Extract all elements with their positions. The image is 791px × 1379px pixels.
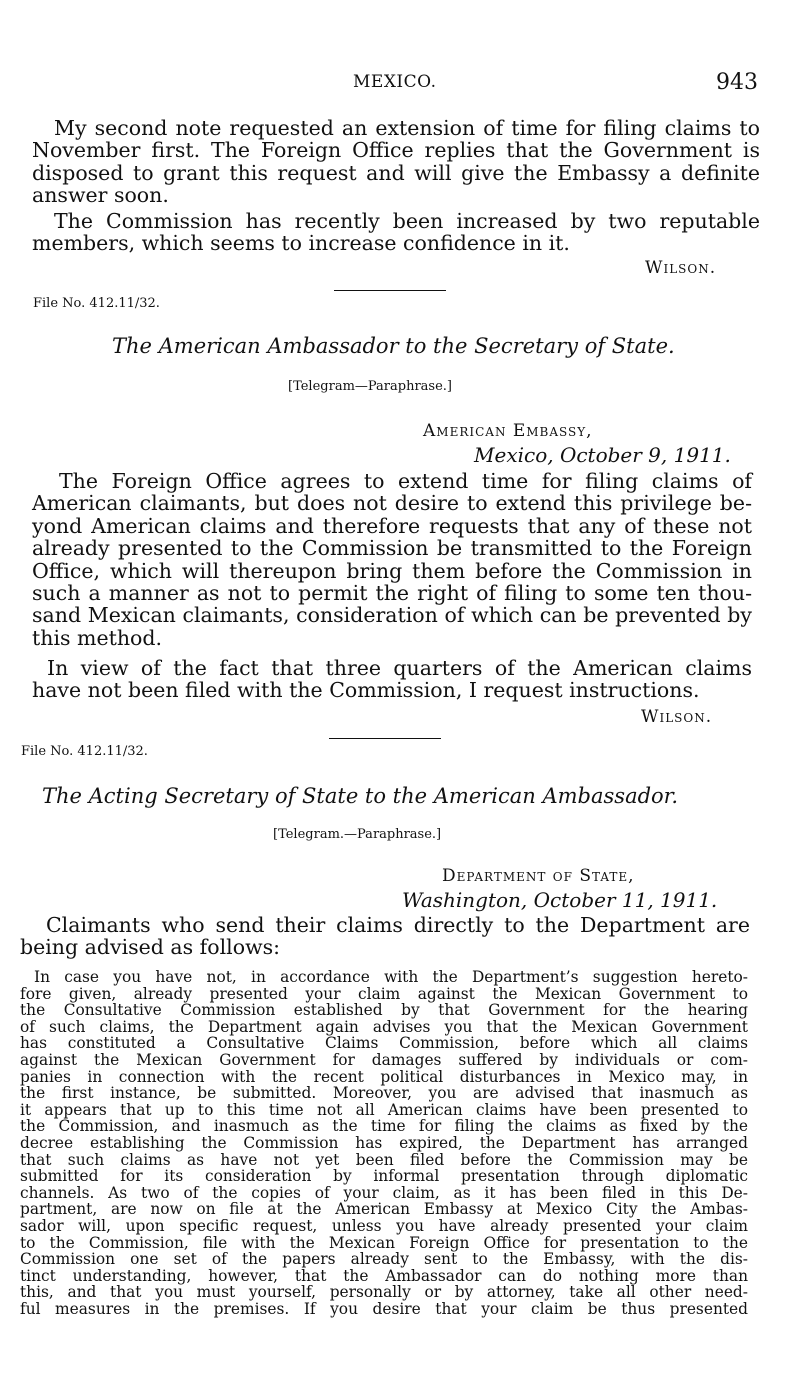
- text-line: ful measures in the premises. If you desire that your claim be thus presented: [20, 1299, 748, 1318]
- text-line: Claimants who send their claims directly to the Department are: [46, 913, 750, 937]
- text-line: sand Mexican claimants, consideration of which can be prevented by: [32, 603, 752, 628]
- text-line: partment, are now on file at the American Embassy at Mexico City the Ambas-: [20, 1200, 748, 1219]
- text-line: to the Commission, file with the Mexican Foreign Office for presentation to the: [20, 1233, 748, 1252]
- text-line: submitted for its consideration by informal presentation through diplomatic: [20, 1167, 748, 1186]
- text-line: against the Mexican Government for damages suffered by individuals or com-: [20, 1050, 748, 1069]
- text-line: being advised as follows:: [20, 935, 281, 960]
- doc2-paragraph-1: [32, 470, 752, 649]
- text-line: decree establishing the Commission has expired, the Department has arranged: [20, 1133, 748, 1152]
- doc3-intro: [20, 914, 750, 959]
- running-head: MEXICO.: [353, 72, 437, 92]
- doc3-place: Department of State,: [442, 866, 635, 886]
- text-line: My second note requested an extension of time for filing claims to: [54, 116, 760, 140]
- doc1-paragraph-1: [32, 117, 760, 207]
- text-line: November first. The Foreign Office replies that the Government is: [32, 138, 760, 163]
- text-line: The Commission has recently been increased by two reputable: [54, 209, 760, 233]
- text-line: fore given, already presented your claim against the Mexican Government to: [20, 984, 748, 1003]
- text-line: members, which seems to increase confidence in it.: [32, 231, 570, 256]
- text-line: this, and that you must yourself, personally or by attorney, take all other need-: [20, 1283, 748, 1302]
- text-line: has constituted a Consultative Claims Commission, before which all claims: [20, 1034, 748, 1053]
- doc2-heading: The American Ambassador to the Secretary of State.: [112, 334, 675, 358]
- doc3-heading: The Acting Secretary of State to the American Ambassador.: [42, 784, 679, 808]
- text-line: Commission one set of the papers already sent to the Embassy, with the dis-: [20, 1250, 748, 1269]
- text-line: In view of the fact that three quarters of the American claims: [47, 656, 752, 680]
- doc2-paragraph-2: [32, 657, 752, 702]
- text-line: of such claims, the Department again advises you that the Mexican Government: [20, 1017, 748, 1036]
- divider-rule: [334, 290, 446, 291]
- text-line: that such claims as have not yet been filed before the Commission may be: [20, 1150, 748, 1169]
- doc3-telegram-note: [Telegram.—Paraphrase.]: [273, 827, 442, 842]
- text-line: such a manner as not to permit the right of filing to some ten thou-: [32, 581, 752, 606]
- text-line: tinct understanding, however, that the Ambassador can do nothing more than: [20, 1266, 748, 1285]
- text-line: sador will, upon specific request, unless you have already presented your claim: [20, 1216, 748, 1235]
- text-line: panies in connection with the recent political disturbances in Mexico may, in: [20, 1067, 748, 1086]
- text-line: this method.: [32, 625, 163, 650]
- divider-rule: [329, 738, 441, 739]
- doc2-place: American Embassy,: [423, 421, 593, 441]
- doc3-quoted-advice: [20, 969, 748, 1317]
- text-line: yond American claims and therefore requests that any of these not: [32, 513, 752, 538]
- doc3-file-number: File No. 412.11/32.: [21, 744, 148, 759]
- text-line: disposed to grant this request and will give the Embassy a definite: [32, 160, 760, 185]
- text-line: Office, which will thereupon bring them before the Commission in: [32, 558, 752, 583]
- text-line: it appears that up to this time not all American claims have been presented to: [20, 1100, 748, 1119]
- doc2-file-number: File No. 412.11/32.: [33, 296, 160, 311]
- text-line: the Consultative Commission established by that Government for the hearing: [20, 1001, 748, 1020]
- text-line: have not been filed with the Commission, I request instructions.: [32, 678, 700, 703]
- text-line: channels. As two of the copies of your claim, as it has been filed in this De-: [20, 1183, 748, 1202]
- doc2-date: Mexico, October 9, 1911.: [474, 443, 731, 467]
- text-line: The Foreign Office agrees to extend time for filing claims of: [59, 469, 752, 493]
- text-line: American claimants, but does not desire to extend this privilege be-: [32, 491, 752, 516]
- text-line: the Commission, and inasmuch as the time for filing the claims as fixed by the: [20, 1117, 748, 1136]
- text-line: answer soon.: [32, 183, 169, 208]
- doc2-signature: Wilson.: [641, 707, 713, 727]
- page-number: 943: [716, 70, 758, 95]
- doc2-telegram-note: [Telegram—Paraphrase.]: [288, 379, 452, 394]
- doc3-date: Washington, October 11, 1911.: [402, 888, 718, 912]
- text-line: already presented to the Commission be transmitted to the Foreign: [32, 536, 752, 561]
- doc1-paragraph-2: [32, 210, 760, 255]
- text-line: the first instance, be submitted. Moreover, you are advised that inasmuch as: [20, 1084, 748, 1103]
- doc1-signature: Wilson.: [645, 258, 717, 278]
- text-line: In case you have not, in accordance with the Department’s suggestion hereto-: [34, 968, 748, 986]
